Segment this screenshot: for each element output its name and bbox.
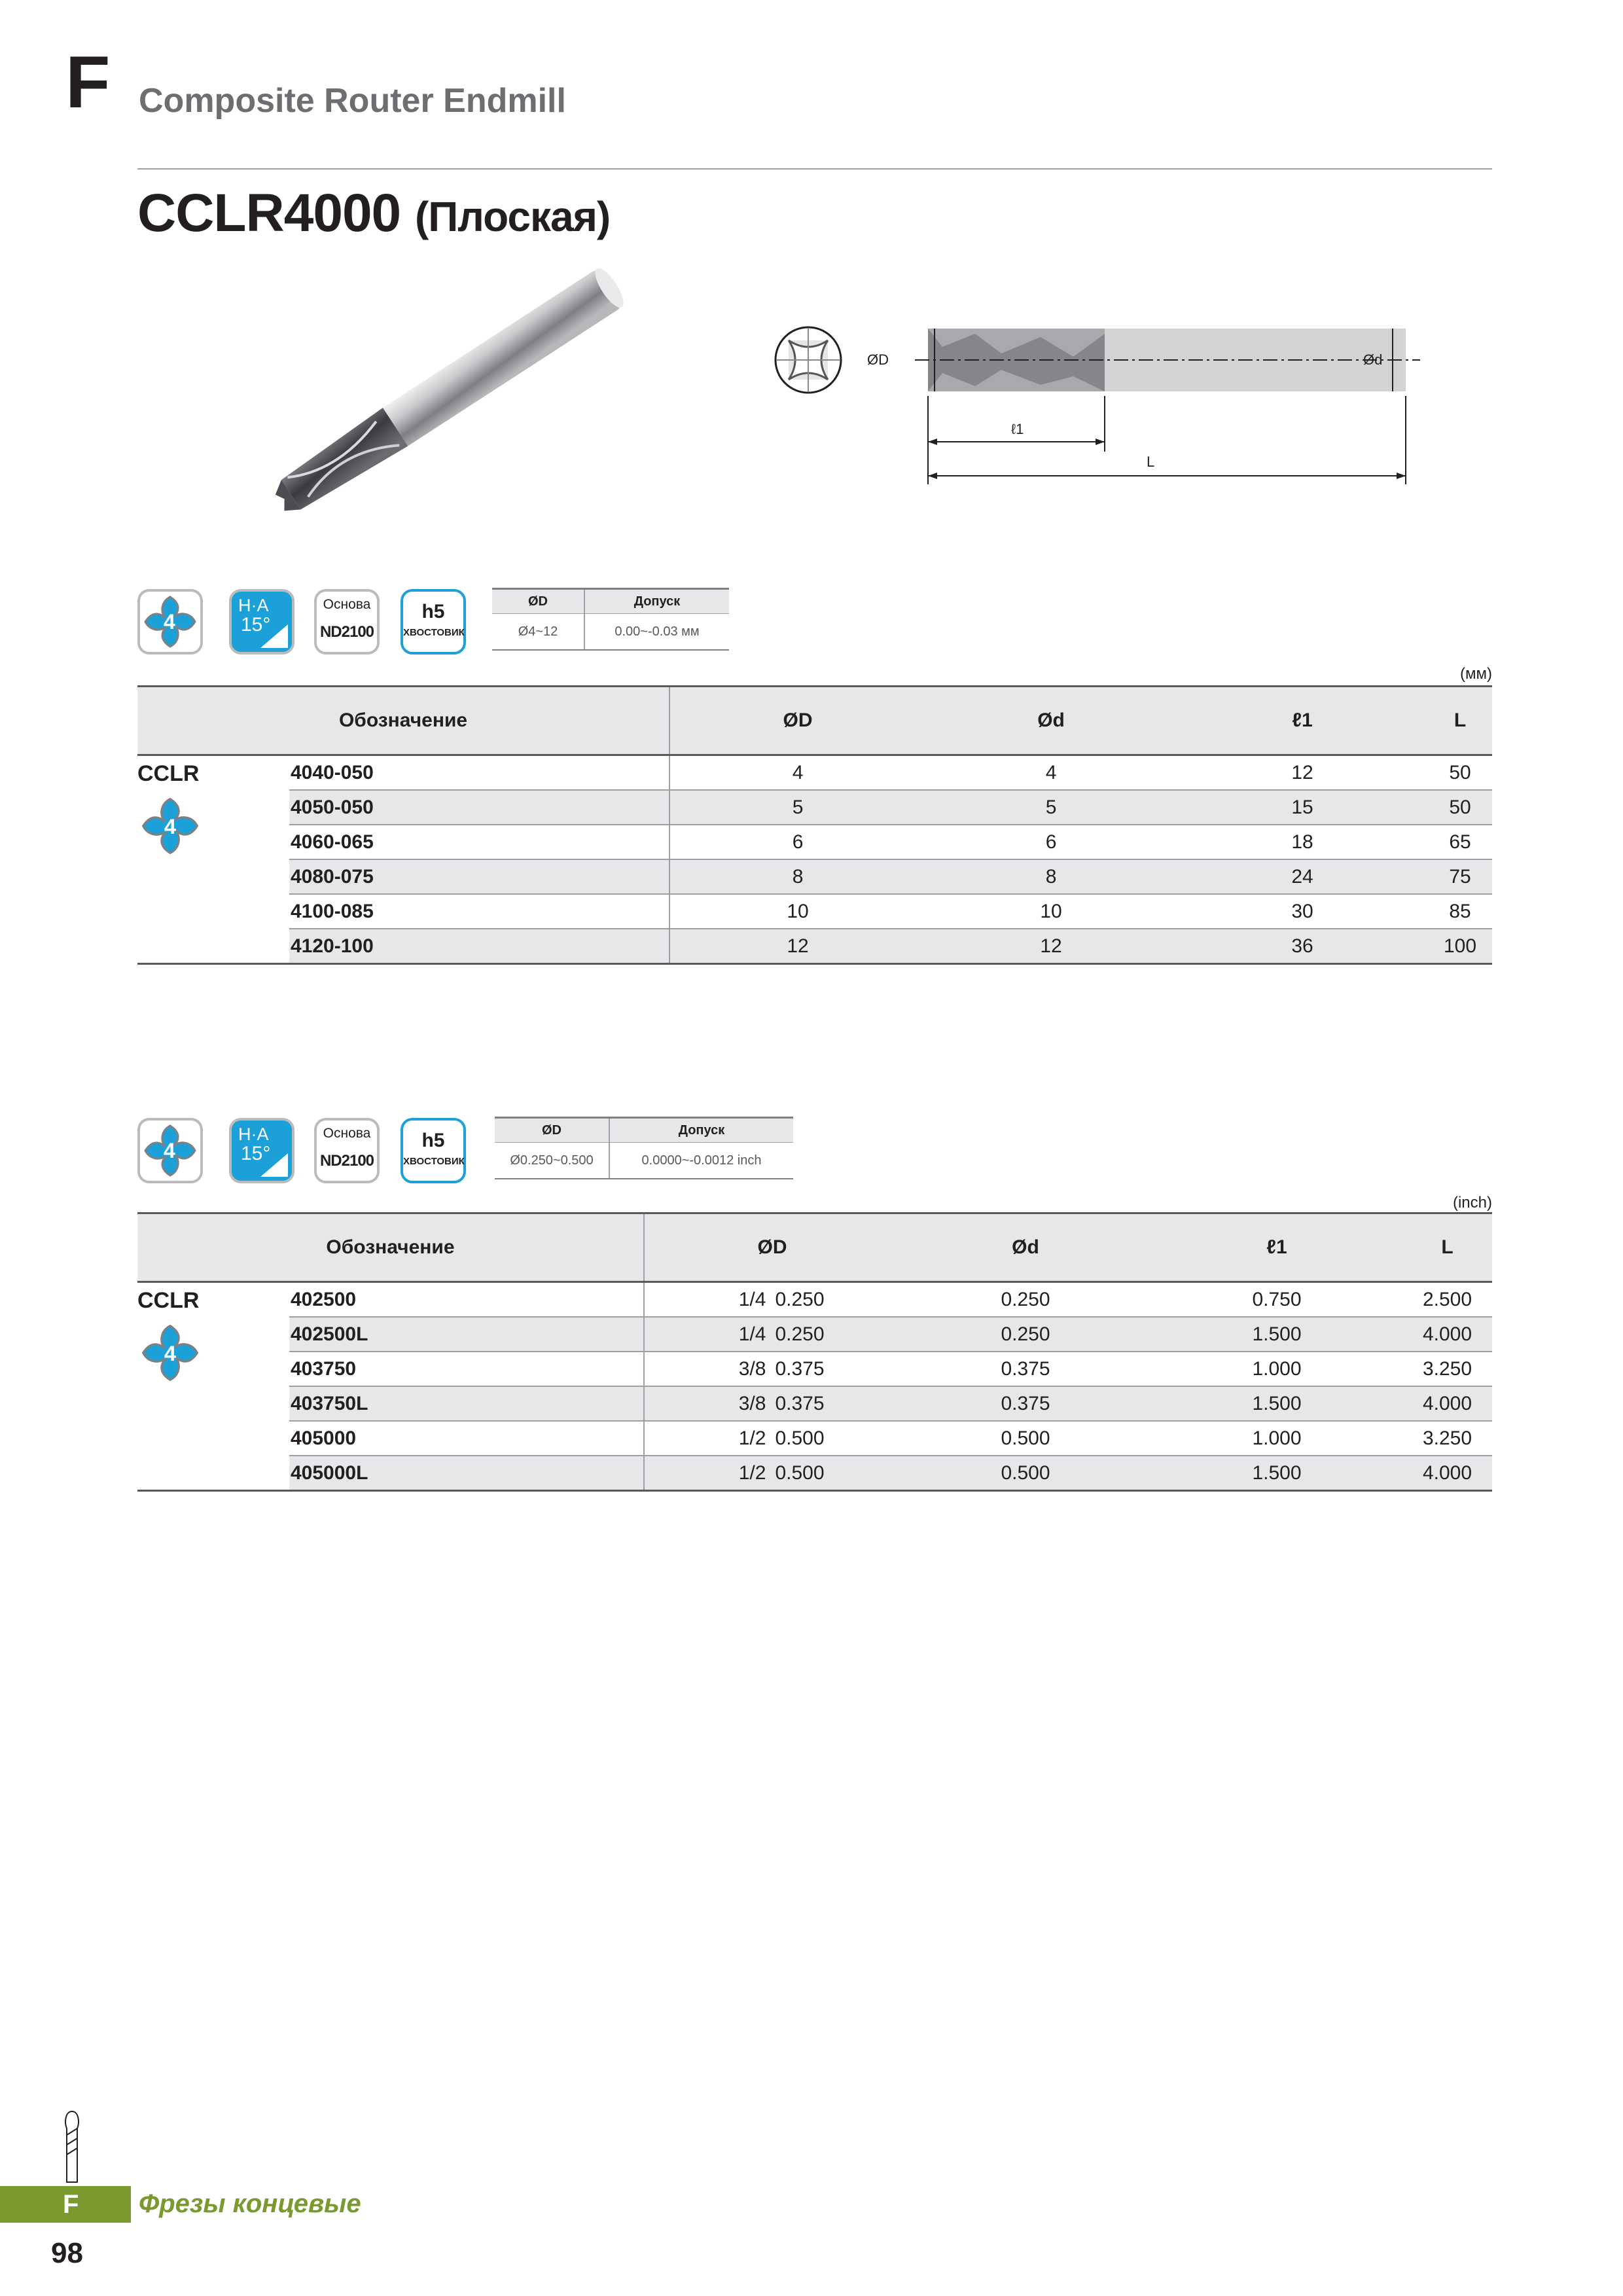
row-frac: 1/2 [738, 1427, 766, 1449]
tolerance-table-metric [492, 588, 729, 651]
row-code: 402500L [289, 1317, 644, 1352]
tol-header-tol: Допуск [584, 589, 729, 614]
row-d: 0.500 [900, 1421, 1151, 1456]
row-D [644, 1352, 900, 1386]
row-d: 0.375 [900, 1386, 1151, 1421]
row-code: 4100-085 [289, 894, 669, 929]
row-code: 4120-100 [289, 929, 669, 964]
row-frac: 1/4 [738, 1323, 766, 1345]
flute-count-icon [137, 589, 203, 655]
col-d: Ød [900, 1213, 1151, 1282]
row-code: 402500 [289, 1282, 644, 1318]
row-frac: 1/2 [738, 1462, 766, 1484]
table-row [137, 1421, 1492, 1456]
table-row [137, 1352, 1492, 1386]
svg-text:4: 4 [164, 1340, 177, 1365]
row-d: 0.375 [900, 1352, 1151, 1386]
grade-label: ND2100 [319, 1152, 374, 1170]
shank-tol: h5 [421, 1130, 445, 1151]
grade-icon [314, 589, 380, 655]
footer-section-letter: F [63, 2190, 79, 2219]
tol-range: Ø4~12 [492, 614, 584, 651]
group-cell [137, 1282, 289, 1491]
shank-tolerance-icon [401, 589, 466, 655]
row-code: 405000L [289, 1456, 644, 1491]
tol-value: 0.00~-0.03 мм [584, 614, 729, 651]
col-designation: Обозначение [137, 687, 669, 755]
helix-value: 15° [241, 614, 271, 636]
row-l1: 12 [1177, 755, 1428, 791]
dim-label-d: Ød [1363, 351, 1383, 368]
tol-range: Ø0.250~0.500 [495, 1143, 609, 1179]
col-d: Ød [925, 687, 1177, 755]
row-code: 4080-075 [289, 859, 669, 894]
row-l1: 30 [1177, 894, 1428, 929]
row-D-dec: 0.250 [775, 1288, 825, 1310]
helix-label: H·A [238, 1124, 269, 1144]
row-D [644, 1421, 900, 1456]
row-d: 8 [925, 859, 1177, 894]
row-l1: 1.500 [1151, 1386, 1402, 1421]
four-flute-icon [137, 793, 203, 859]
row-code: 4050-050 [289, 790, 669, 825]
table-row [137, 1386, 1492, 1421]
table-row [137, 929, 1492, 964]
base-label: Основа [323, 1126, 371, 1141]
svg-text:4: 4 [164, 814, 177, 838]
col-D: ØD [669, 687, 925, 755]
row-L: 4.000 [1402, 1386, 1492, 1421]
row-d: 10 [925, 894, 1177, 929]
row-L: 65 [1428, 825, 1492, 859]
dim-label-l1: ℓ1 [1011, 421, 1024, 437]
row-d: 5 [925, 790, 1177, 825]
row-D-dec: 0.375 [775, 1357, 825, 1380]
row-l1: 36 [1177, 929, 1428, 964]
tolerance-table-inch [495, 1117, 793, 1179]
tol-header-d: ØD [492, 589, 584, 614]
row-d: 6 [925, 825, 1177, 859]
row-L: 50 [1428, 755, 1492, 791]
group-label: CCLR [137, 761, 200, 786]
row-l1: 0.750 [1151, 1282, 1402, 1318]
row-code: 4060-065 [289, 825, 669, 859]
table-row [137, 894, 1492, 929]
spec-table-metric [137, 685, 1492, 965]
row-D: 10 [669, 894, 925, 929]
row-D: 6 [669, 825, 925, 859]
table-row [137, 1456, 1492, 1491]
header-rule [137, 168, 1492, 170]
table-row [137, 859, 1492, 894]
group-label: CCLR [137, 1288, 200, 1313]
row-l1: 24 [1177, 859, 1428, 894]
row-L: 3.250 [1402, 1352, 1492, 1386]
row-D [644, 1317, 900, 1352]
row-L: 85 [1428, 894, 1492, 929]
row-d: 0.500 [900, 1456, 1151, 1491]
row-frac: 3/8 [738, 1392, 766, 1414]
row-d: 0.250 [900, 1282, 1151, 1318]
row-D-dec: 0.250 [775, 1323, 825, 1345]
row-D: 12 [669, 929, 925, 964]
table-row [137, 1282, 1492, 1318]
row-L: 4.000 [1402, 1456, 1492, 1491]
row-code: 403750L [289, 1386, 644, 1421]
product-title [137, 183, 611, 243]
grade-icon [314, 1118, 380, 1183]
endmill-side-icon [59, 2109, 85, 2186]
helix-triangle-icon [258, 1151, 291, 1179]
helix-label: H·A [238, 596, 269, 615]
row-l1: 1.000 [1151, 1352, 1402, 1386]
row-l1: 1.500 [1151, 1456, 1402, 1491]
shank-label: ХВОСТОВИК [403, 1156, 465, 1167]
flute-count: 4 [164, 610, 175, 634]
row-l1: 1.000 [1151, 1421, 1402, 1456]
section-letter: F [65, 41, 111, 123]
helix-angle-icon [229, 589, 294, 655]
row-D-dec: 0.500 [775, 1427, 825, 1449]
table-row [137, 1317, 1492, 1352]
col-L: L [1402, 1213, 1492, 1282]
base-label: Основа [323, 597, 371, 612]
shank-tol: h5 [421, 601, 445, 622]
dim-label-L: L [1147, 454, 1155, 470]
flute-count: 4 [164, 1139, 175, 1162]
row-D [644, 1386, 900, 1421]
endmill-photo [223, 268, 641, 530]
row-D [644, 1456, 900, 1491]
row-frac: 3/8 [738, 1357, 766, 1380]
row-d: 4 [925, 755, 1177, 791]
row-D-dec: 0.500 [775, 1462, 825, 1484]
grade-label: ND2100 [319, 623, 374, 641]
table-row [137, 790, 1492, 825]
row-L: 100 [1428, 929, 1492, 964]
row-l1: 1.500 [1151, 1317, 1402, 1352]
row-D: 8 [669, 859, 925, 894]
section-title: Composite Router Endmill [139, 82, 566, 120]
row-D: 5 [669, 790, 925, 825]
tol-header-tol: Допуск [609, 1118, 793, 1143]
table-row [137, 755, 1492, 791]
row-L: 4.000 [1402, 1317, 1492, 1352]
row-code: 4040-050 [289, 755, 669, 791]
col-l1: ℓ1 [1177, 687, 1428, 755]
col-l1: ℓ1 [1151, 1213, 1402, 1282]
product-code: CCLR4000 [137, 183, 401, 243]
dim-label-D: ØD [867, 351, 889, 368]
product-subtitle: (Плоская) [414, 193, 611, 240]
row-d: 12 [925, 929, 1177, 964]
spec-table-inch [137, 1212, 1492, 1492]
helix-triangle-icon [258, 622, 291, 651]
unit-label-metric: (мм) [1460, 665, 1492, 683]
page-number: 98 [51, 2237, 83, 2269]
row-frac: 1/4 [738, 1288, 766, 1310]
footer-category: Фрезы концевые [139, 2189, 361, 2218]
tol-header-d: ØD [495, 1118, 609, 1143]
row-D-dec: 0.375 [775, 1392, 825, 1414]
col-D: ØD [644, 1213, 900, 1282]
flute-count-icon [137, 1118, 203, 1183]
four-flute-icon [137, 1320, 203, 1386]
group-cell [137, 755, 289, 964]
row-L: 3.250 [1402, 1421, 1492, 1456]
row-D: 4 [669, 755, 925, 791]
shank-tolerance-icon [401, 1118, 466, 1183]
helix-value: 15° [241, 1143, 271, 1164]
row-code: 405000 [289, 1421, 644, 1456]
tol-value: 0.0000~-0.0012 inch [609, 1143, 793, 1179]
shank-label: ХВОСТОВИК [403, 627, 465, 638]
row-L: 75 [1428, 859, 1492, 894]
unit-label-inch: (inch) [1452, 1194, 1492, 1211]
row-l1: 15 [1177, 790, 1428, 825]
row-code: 403750 [289, 1352, 644, 1386]
table-row [137, 825, 1492, 859]
col-L: L [1428, 687, 1492, 755]
row-L: 2.500 [1402, 1282, 1492, 1318]
col-designation: Обозначение [137, 1213, 644, 1282]
row-l1: 18 [1177, 825, 1428, 859]
row-L: 50 [1428, 790, 1492, 825]
row-D [644, 1282, 900, 1318]
technical-drawing [766, 308, 1427, 491]
row-d: 0.250 [900, 1317, 1151, 1352]
helix-angle-icon [229, 1118, 294, 1183]
